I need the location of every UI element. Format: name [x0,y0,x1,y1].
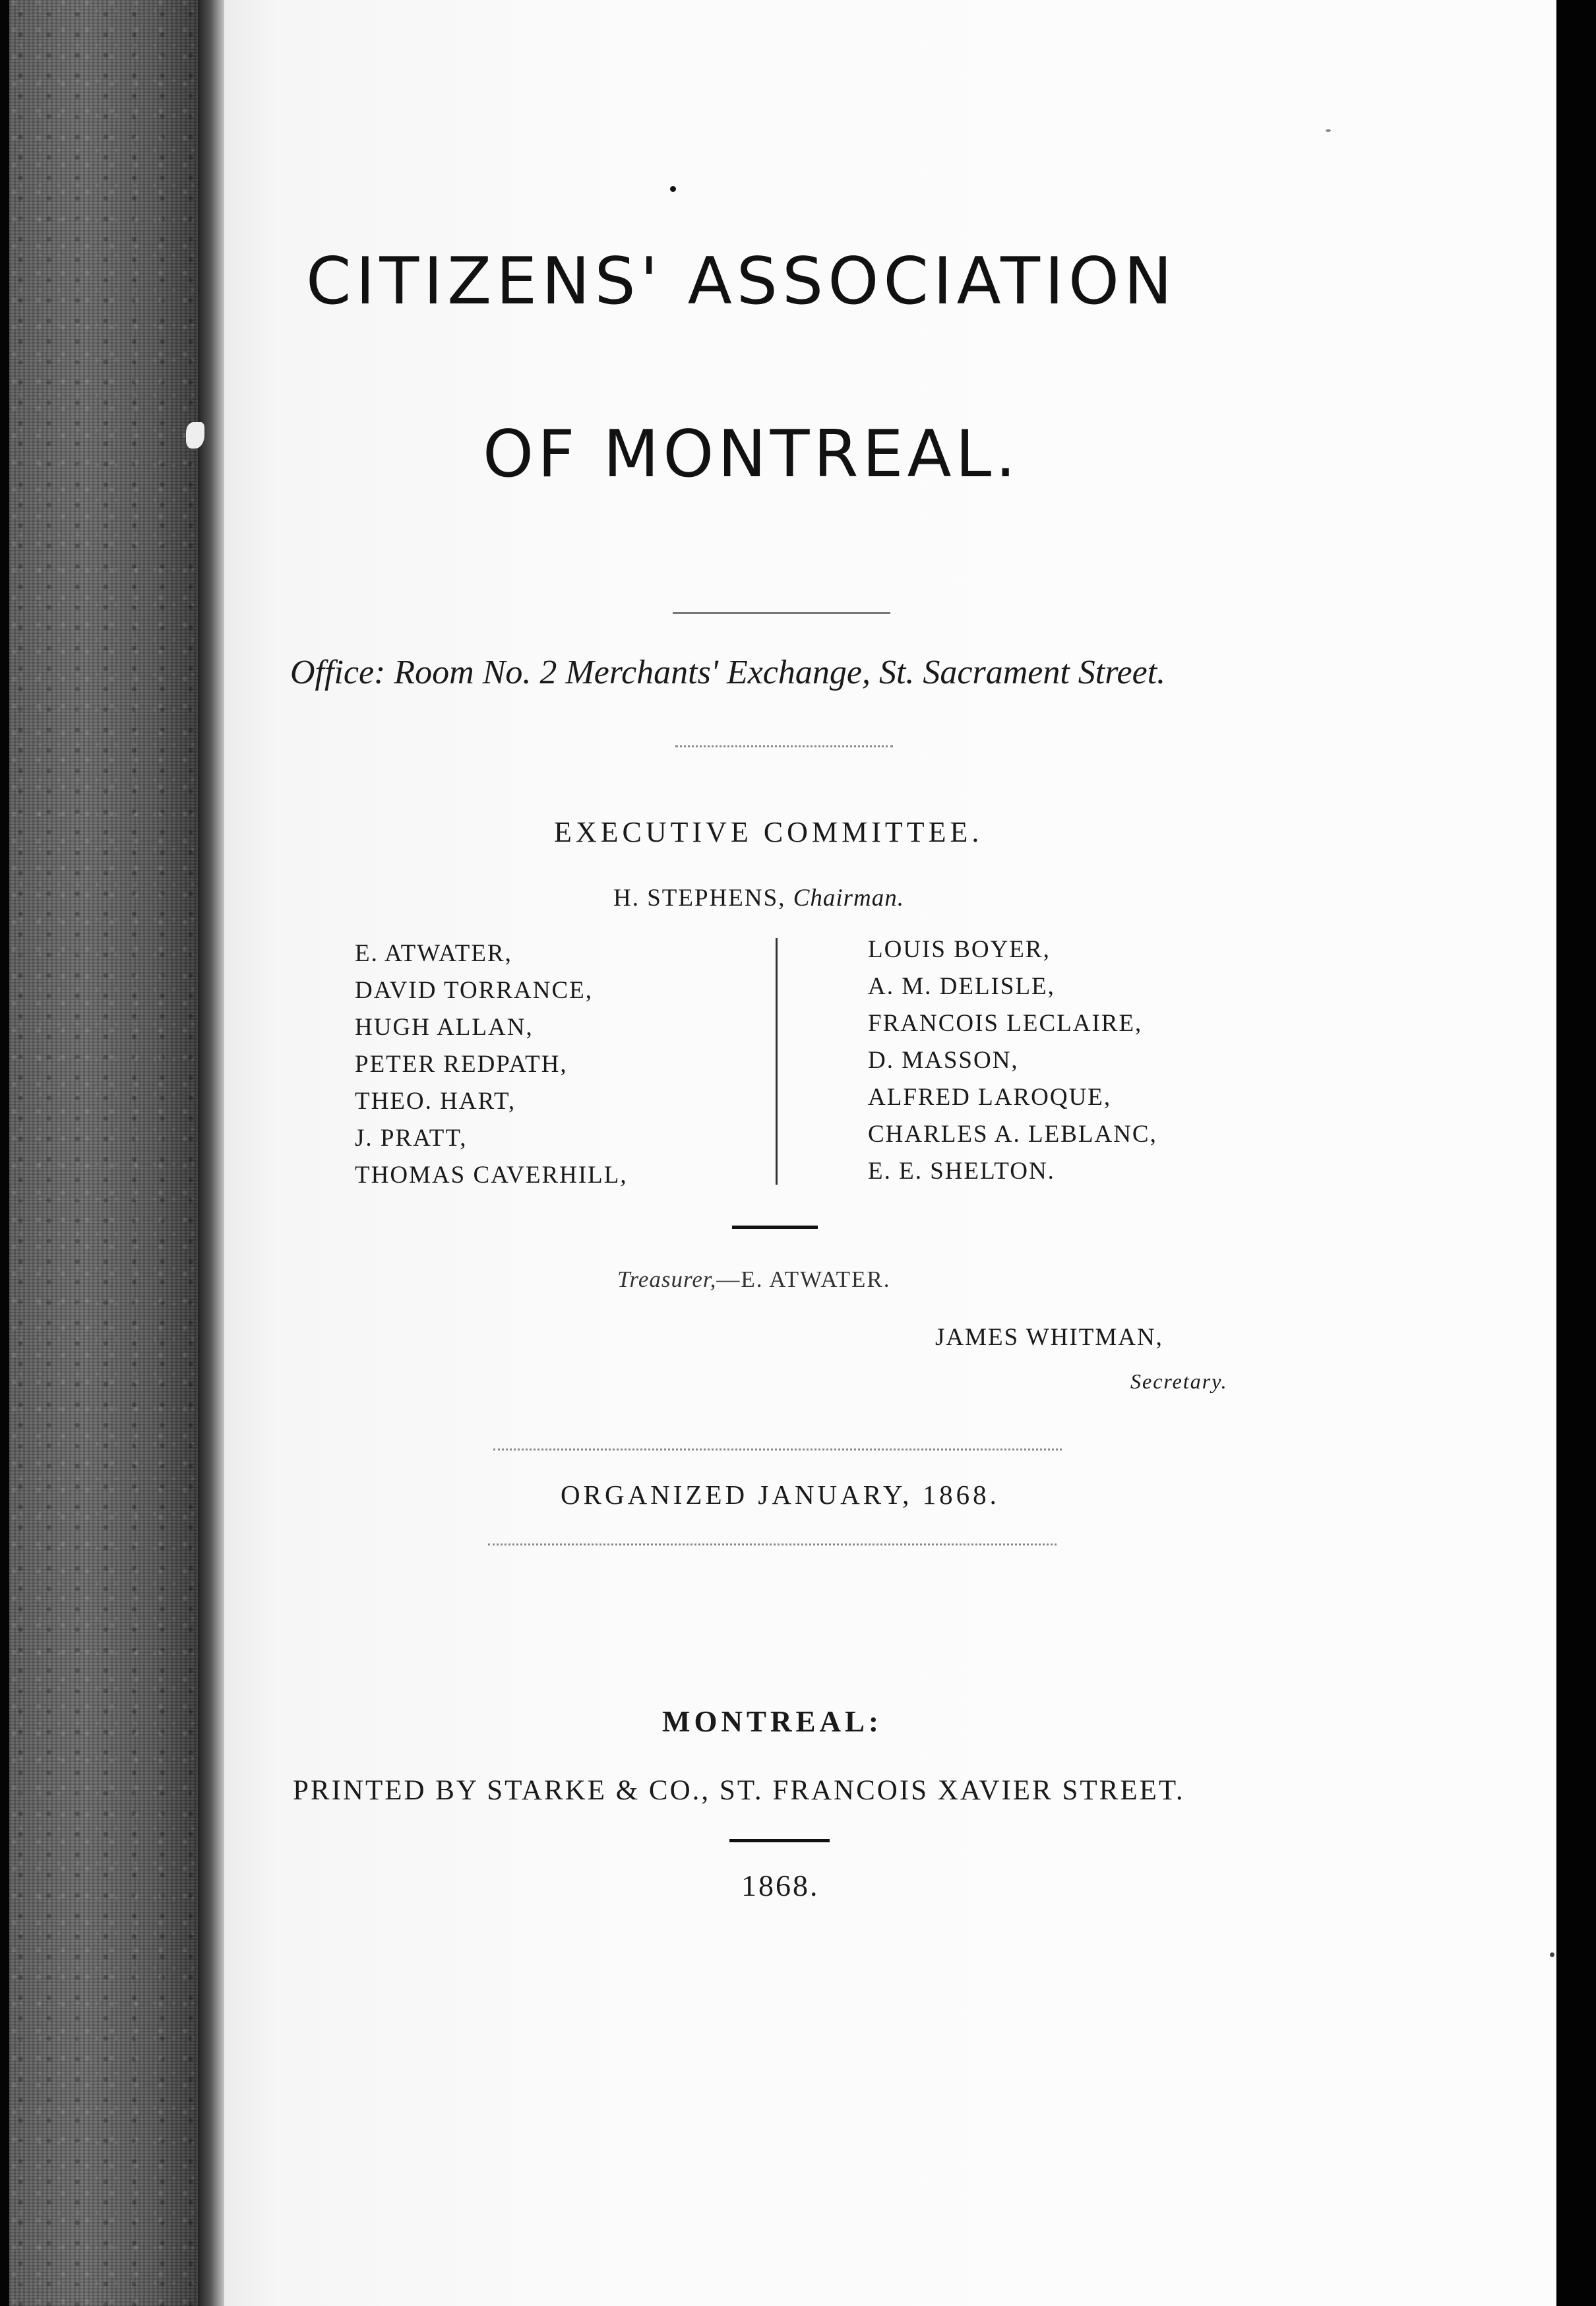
imprint-printer: PRINTED BY STARKE & CO., ST. FRANCOIS XAVIER STREET. [293,1775,1185,1806]
committee-member: D. MASSON, [868,1047,1019,1074]
committee-member: E. E. SHELTON. [868,1158,1055,1185]
page-title-line-2: OF MONTREAL. [483,417,1020,492]
ink-speck [186,422,204,449]
committee-member: THOMAS CAVERHILL, [355,1162,628,1189]
divider-rule [673,612,890,614]
chairman-role: Chairman. [793,885,905,912]
ink-speck [670,186,676,192]
committee-member: HUGH ALLAN, [355,1014,534,1041]
committee-member: E. ATWATER, [355,940,512,967]
committee-members-left [355,935,628,1194]
chairman-line [613,884,904,912]
office-address: Office: Room No. 2 Merchants' Exchange, St. Sacrament Street. [290,654,1166,691]
ink-speck [1326,129,1331,132]
treasurer-name: —E. ATWATER. [716,1266,891,1292]
committee-members-right [868,931,1157,1190]
committee-member: PETER REDPATH, [355,1051,568,1078]
scan-right-border [1558,0,1596,2306]
ink-speck [1550,1952,1554,1957]
divider-rule [729,1839,830,1842]
treasurer-role: Treasurer, [617,1266,717,1292]
secretary-name: JAMES WHITMAN, [935,1324,1163,1351]
committee-member: CHARLES A. LEBLANC, [868,1121,1157,1148]
chairman-name: H. STEPHENS, [613,885,786,912]
committee-member: FRANCOIS LECLAIRE, [868,1010,1143,1037]
committee-member: DAVID TORRANCE, [355,977,593,1004]
book-spine [9,0,219,2306]
committee-member: ALFRED LAROQUE, [868,1084,1112,1111]
divider-rule [493,1449,1062,1450]
divider-rule [732,1226,818,1229]
organized-date: ORGANIZED JANUARY, 1868. [561,1480,1000,1510]
imprint-year: 1868. [741,1869,820,1902]
column-divider [776,938,778,1185]
imprint-city: MONTREAL: [662,1705,882,1738]
committee-member: A. M. DELISLE, [868,973,1055,1000]
treasurer-line [617,1266,891,1293]
divider-rule [488,1543,1057,1545]
committee-member: LOUIS BOYER, [868,936,1051,963]
committee-heading: EXECUTIVE COMMITTEE. [554,816,983,848]
page-title-line-1: CITIZENS' ASSOCIATION [306,244,1177,319]
scan-left-border [0,0,9,2306]
committee-member: J. PRATT, [355,1125,468,1152]
divider-rule [675,745,893,747]
committee-member: THEO. HART, [355,1088,516,1115]
secretary-role: Secretary. [1130,1369,1228,1393]
